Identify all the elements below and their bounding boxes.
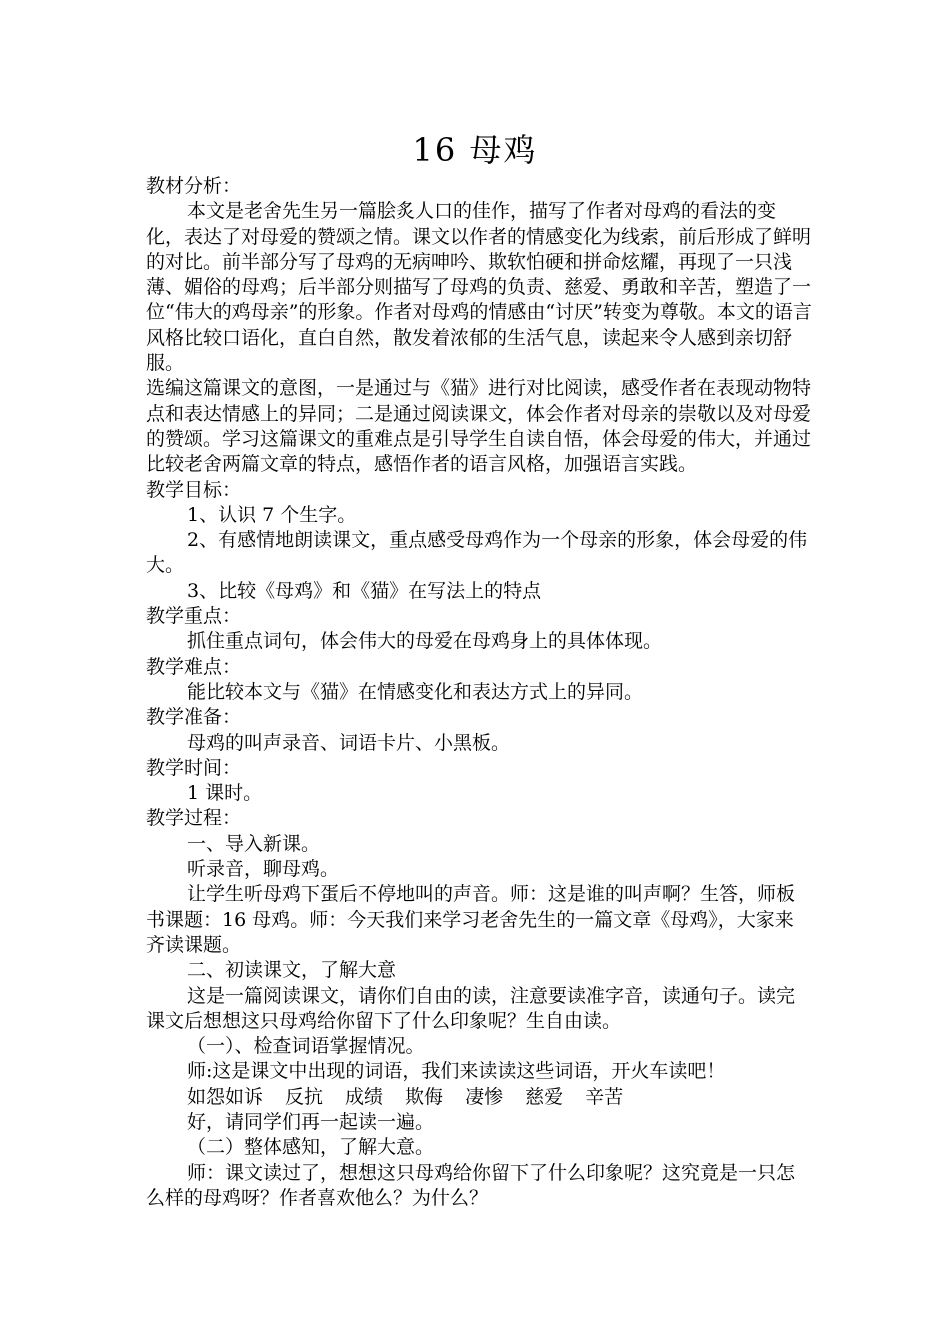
paragraph: 本文是老舍先生另一篇脍炙人口的佳作，描写了作者对母鸡的看法的变化，表达了对母爱的赞颂之情。课文以作者的情感变化为线索，前后形成了鲜明的对比。前半部分写了母鸡的无病呻吟、欺软怕硬和拼命炫耀，再现了一只浅薄、媚俗的母鸡；后半部分则描写了母鸡的负责、慈爱、勇敢和辛苦，塑造了一位“伟大的鸡母亲”的形象。作者对母鸡的情感由“讨厌”转变为尊敬。本文的语言风格比较口语化，直白自然，散发着浓郁的生活气息，读起来令人感到亲切舒服。 [146,200,812,375]
paragraph: 能比较本文与《猫》在情感变化和表达方式上的异同。 [187,680,644,703]
section-heading: 教学时间： [146,756,242,779]
section-heading: 教学难点： [146,655,242,678]
paragraph: 好，请同学们再一起读一遍。 [187,1110,435,1133]
step-heading: 二、初读课文，了解大意 [187,959,397,982]
list-item: 3、比较《母鸡》和《猫》在写法上的特点 [187,579,542,602]
step-heading: 一、导入新课。 [187,832,321,855]
page-title: 16 母鸡 [412,131,538,169]
section-heading: 教材分析： [146,175,242,197]
paragraph: 师:这是课文中出现的词语，我们来读读这些词语，开火车读吧！ [187,1060,726,1083]
vocab-word: 成绩 [345,1085,384,1108]
paragraph: 师：课文读过了，想想这只母鸡给你留下了什么印象呢？这究竟是一只怎么样的母鸡呀？作者喜欢他么？为什么？ [146,1161,796,1209]
vocab-word-list [146,1085,812,1110]
paragraph: 让学生听母鸡下蛋后不停地叫的声音。师：这是谁的叫声啊？生答，师板书课题：16 母鸡。师：今天我们来学习老舍先生的一篇文章《母鸡》，大家来齐读课题。 [146,883,796,956]
vocab-word: 如怨如诉 [187,1085,264,1108]
list-item: 2、有感情地朗读课文，重点感受母鸡作为一个母亲的形象，体会母爱的伟大。 [146,529,808,577]
vocab-word: 反抗 [285,1085,324,1108]
vocab-word: 欺侮 [405,1085,444,1108]
paragraph: 抓住重点词句，体会伟大的母爱在母鸡身上的具体体现。 [187,630,663,653]
document-body [146,174,812,1211]
paragraph: 母鸡的叫声录音、词语卡片、小黑板。 [187,731,511,754]
list-item: 1、认识 7 个生字。 [187,503,357,526]
section-heading: 教学过程： [146,807,242,830]
sub-step-heading: （二）整体感知，了解大意。 [187,1136,435,1159]
paragraph: 听录音，聊母鸡。 [187,858,340,881]
vocab-word: 慈爱 [525,1085,564,1108]
section-heading: 教学重点： [146,605,242,628]
sub-step-heading: （一）、检查词语掌握情况。 [187,1035,425,1058]
section-heading: 教学准备： [146,706,242,729]
vocab-word: 辛苦 [585,1085,624,1108]
section-heading: 教学目标： [146,478,242,501]
paragraph: 这是一篇阅读课文，请你们自由的读，注意要读准字音，读通句子。读完课文后想想这只母鸡给你留下了什么印象呢？生自由读。 [146,984,796,1032]
vocab-word: 凄惨 [465,1085,504,1108]
paragraph: 1 课时。 [187,782,263,805]
paragraph: 选编这篇课文的意图，一是通过与《猫》进行对比阅读，感受作者在表现动物特点和表达情感上的异同；二是通过阅读课文，体会作者对母亲的崇敬以及对母爱的赞颂。学习这篇课文的重难点是引导学生自读自悟，体会母爱的伟大，并通过比较老舍两篇文章的特点，感悟作者的语言风格，加强语言实践。 [146,377,812,476]
